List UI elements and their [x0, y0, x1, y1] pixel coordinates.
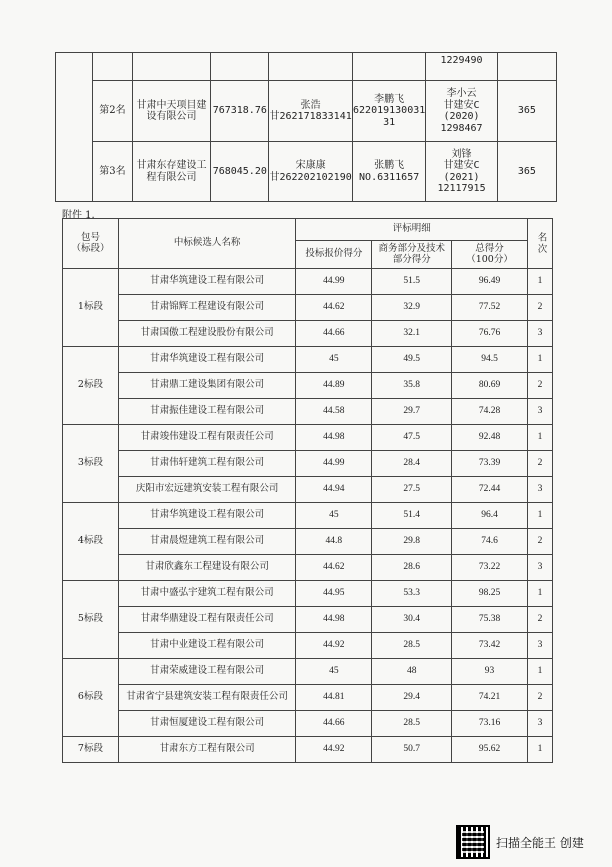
table-row	[63, 555, 553, 581]
table-row	[63, 503, 553, 529]
package-cell: 5标段	[63, 581, 119, 659]
price-score-cell: 44.95	[296, 581, 372, 607]
table-row	[63, 581, 553, 607]
price-cell: 767318.76	[211, 81, 269, 142]
rank-cell: 1	[527, 269, 552, 295]
business-score-cell: 29.8	[372, 529, 452, 555]
business-score-cell: 32.9	[372, 295, 452, 321]
table-row	[63, 529, 553, 555]
total-score-cell: 72.44	[452, 477, 528, 503]
business-score-cell: 49.5	[372, 347, 452, 373]
rank-cell: 1	[527, 659, 552, 685]
price-score-cell: 45	[296, 659, 372, 685]
business-score-cell: 28.6	[372, 555, 452, 581]
total-score-cell: 93	[452, 659, 528, 685]
total-score-cell: 73.16	[452, 711, 528, 737]
total-score-cell: 75.38	[452, 607, 528, 633]
appendix-label: 附件 1.	[62, 210, 95, 221]
business-score-cell: 28.4	[372, 451, 452, 477]
header-package: 包号 （标段）	[63, 219, 119, 269]
table-row	[63, 321, 553, 347]
manager-cell: 张浩 甘262171833141	[269, 81, 353, 142]
price-score-cell: 44.81	[296, 685, 372, 711]
watermark-text: 扫描全能王 创建	[496, 835, 584, 850]
business-score-cell: 48	[372, 659, 452, 685]
table-row	[63, 399, 553, 425]
table-row	[63, 659, 553, 685]
candidate-name-cell: 甘肃华筑建设工程有限公司	[118, 503, 296, 529]
table-row	[63, 633, 553, 659]
rank-cell: 3	[527, 399, 552, 425]
package-cell: 3标段	[63, 425, 119, 503]
price-score-cell: 44.8	[296, 529, 372, 555]
company-cell: 甘肃东存建设工程有限公司	[132, 142, 211, 202]
business-score-cell: 28.5	[372, 633, 452, 659]
price-score-cell: 44.92	[296, 737, 372, 763]
rank-cell: 3	[527, 477, 552, 503]
candidate-name-cell: 甘肃省宁县建筑安装工程有限责任公司	[118, 685, 296, 711]
candidate-name-cell: 甘肃中业建设工程有限公司	[118, 633, 296, 659]
rank-cell: 3	[527, 321, 552, 347]
candidate-name-cell: 甘肃伟轩建筑工程有限公司	[118, 451, 296, 477]
total-score-cell: 73.42	[452, 633, 528, 659]
total-score-cell: 80.69	[452, 373, 528, 399]
winner-info-table	[55, 52, 557, 202]
price-score-cell: 44.98	[296, 425, 372, 451]
table-row	[63, 425, 553, 451]
candidate-name-cell: 甘肃东方工程有限公司	[118, 737, 296, 763]
rank-cell: 1	[527, 347, 552, 373]
cert-tail: 1229490	[426, 53, 498, 81]
total-score-cell: 96.49	[452, 269, 528, 295]
candidate-name-cell: 甘肃锦辉工程建设有限公司	[118, 295, 296, 321]
price-score-cell: 44.58	[296, 399, 372, 425]
rank-cell: 1	[527, 737, 552, 763]
evaluation-table	[62, 218, 553, 763]
package-cell: 1标段	[63, 269, 119, 347]
business-score-cell: 30.4	[372, 607, 452, 633]
header-eval-detail: 评标明细	[296, 219, 528, 241]
table-row	[63, 347, 553, 373]
total-score-cell: 98.25	[452, 581, 528, 607]
rank-cell: 3	[527, 711, 552, 737]
table-row	[63, 737, 553, 763]
rank-cell: 2	[527, 295, 552, 321]
rank-cell: 3	[527, 555, 552, 581]
business-score-cell: 47.5	[372, 425, 452, 451]
total-score-cell: 73.39	[452, 451, 528, 477]
table-row	[63, 373, 553, 399]
blank-cell	[56, 53, 93, 202]
header-price-score: 投标报价得分	[296, 241, 372, 269]
table-row	[63, 711, 553, 737]
total-score-cell: 94.5	[452, 347, 528, 373]
total-score-cell: 96.4	[452, 503, 528, 529]
candidate-name-cell: 甘肃国傲工程建设股份有限公司	[118, 321, 296, 347]
rank-cell: 2	[527, 685, 552, 711]
total-score-cell: 95.62	[452, 737, 528, 763]
price-score-cell: 44.99	[296, 451, 372, 477]
qr-code-icon	[456, 825, 490, 859]
price-score-cell: 44.62	[296, 555, 372, 581]
price-score-cell: 45	[296, 503, 372, 529]
evaluation-table-body	[63, 269, 553, 763]
scanner-watermark	[456, 826, 584, 858]
tech-lead-cell: 李鹏飞 622019130031 31	[353, 81, 426, 142]
package-cell: 2标段	[63, 347, 119, 425]
candidate-name-cell: 甘肃华筑建设工程有限公司	[118, 347, 296, 373]
package-cell: 4标段	[63, 503, 119, 581]
total-score-cell: 74.6	[452, 529, 528, 555]
safety-officer-cell: 刘锋 甘建安C (2021) 12117915	[426, 142, 498, 202]
total-score-cell: 77.52	[452, 295, 528, 321]
days-cell: 365	[497, 142, 556, 202]
candidate-name-cell: 甘肃华筑建设工程有限公司	[118, 269, 296, 295]
business-score-cell: 50.7	[372, 737, 452, 763]
table-row	[56, 53, 557, 81]
candidate-name-cell: 甘肃华鼎建设工程有限责任公司	[118, 607, 296, 633]
candidate-name-cell: 甘肃振佳建设工程有限公司	[118, 399, 296, 425]
tech-lead-cell: 张鹏飞 NO.6311657	[353, 142, 426, 202]
price-score-cell: 44.99	[296, 269, 372, 295]
price-score-cell: 44.92	[296, 633, 372, 659]
candidate-name-cell: 甘肃晨煜建筑工程有限公司	[118, 529, 296, 555]
table-row	[63, 269, 553, 295]
business-score-cell: 51.5	[372, 269, 452, 295]
candidate-name-cell: 甘肃荣威建设工程有限公司	[118, 659, 296, 685]
days-cell: 365	[497, 81, 556, 142]
package-cell: 6标段	[63, 659, 119, 737]
table-row	[63, 477, 553, 503]
safety-officer-cell: 李小云 甘建安C (2020) 1298467	[426, 81, 498, 142]
package-cell: 7标段	[63, 737, 119, 763]
business-score-cell: 53.3	[372, 581, 452, 607]
rank-cell: 1	[527, 425, 552, 451]
manager-cell: 宋康康 甘262202102190	[269, 142, 353, 202]
candidate-name-cell: 甘肃中盛弘宇建筑工程有限公司	[118, 581, 296, 607]
price-score-cell: 44.98	[296, 607, 372, 633]
table-row	[63, 295, 553, 321]
candidate-name-cell: 庆阳市宏远建筑安装工程有限公司	[118, 477, 296, 503]
business-score-cell: 27.5	[372, 477, 452, 503]
price-cell: 768045.20	[211, 142, 269, 202]
table-row	[63, 451, 553, 477]
rank-cell: 第2名	[93, 81, 132, 142]
rank-cell: 2	[527, 373, 552, 399]
business-score-cell: 35.8	[372, 373, 452, 399]
table-row	[56, 81, 557, 142]
rank-cell: 2	[527, 451, 552, 477]
price-score-cell: 44.66	[296, 321, 372, 347]
business-score-cell: 51.4	[372, 503, 452, 529]
header-business-score: 商务部分及技术部分得分	[372, 241, 452, 269]
table-row	[63, 685, 553, 711]
header-total-score: 总得分 （100分）	[452, 241, 528, 269]
total-score-cell: 92.48	[452, 425, 528, 451]
price-score-cell: 44.66	[296, 711, 372, 737]
price-score-cell: 45	[296, 347, 372, 373]
header-rank: 名次	[527, 219, 552, 269]
table-row	[63, 607, 553, 633]
rank-cell: 3	[527, 633, 552, 659]
business-score-cell: 28.5	[372, 711, 452, 737]
candidate-name-cell: 甘肃恒厦建设工程有限公司	[118, 711, 296, 737]
rank-cell: 2	[527, 607, 552, 633]
header-row	[63, 219, 553, 241]
candidate-name-cell: 甘肃欣鑫东工程建设有限公司	[118, 555, 296, 581]
total-score-cell: 76.76	[452, 321, 528, 347]
candidate-name-cell: 甘肃竣伟建设工程有限责任公司	[118, 425, 296, 451]
total-score-cell: 74.28	[452, 399, 528, 425]
rank-cell: 1	[527, 503, 552, 529]
rank-cell: 2	[527, 529, 552, 555]
price-score-cell: 44.94	[296, 477, 372, 503]
rank-cell: 1	[527, 581, 552, 607]
company-cell: 甘肃中天项目建设有限公司	[132, 81, 211, 142]
total-score-cell: 74.21	[452, 685, 528, 711]
table-row	[56, 142, 557, 202]
candidate-name-cell: 甘肃鼎工建设集团有限公司	[118, 373, 296, 399]
business-score-cell: 32.1	[372, 321, 452, 347]
business-score-cell: 29.7	[372, 399, 452, 425]
price-score-cell: 44.62	[296, 295, 372, 321]
header-candidate: 中标候选人名称	[118, 219, 296, 269]
rank-cell: 第3名	[93, 142, 132, 202]
business-score-cell: 29.4	[372, 685, 452, 711]
price-score-cell: 44.89	[296, 373, 372, 399]
total-score-cell: 73.22	[452, 555, 528, 581]
